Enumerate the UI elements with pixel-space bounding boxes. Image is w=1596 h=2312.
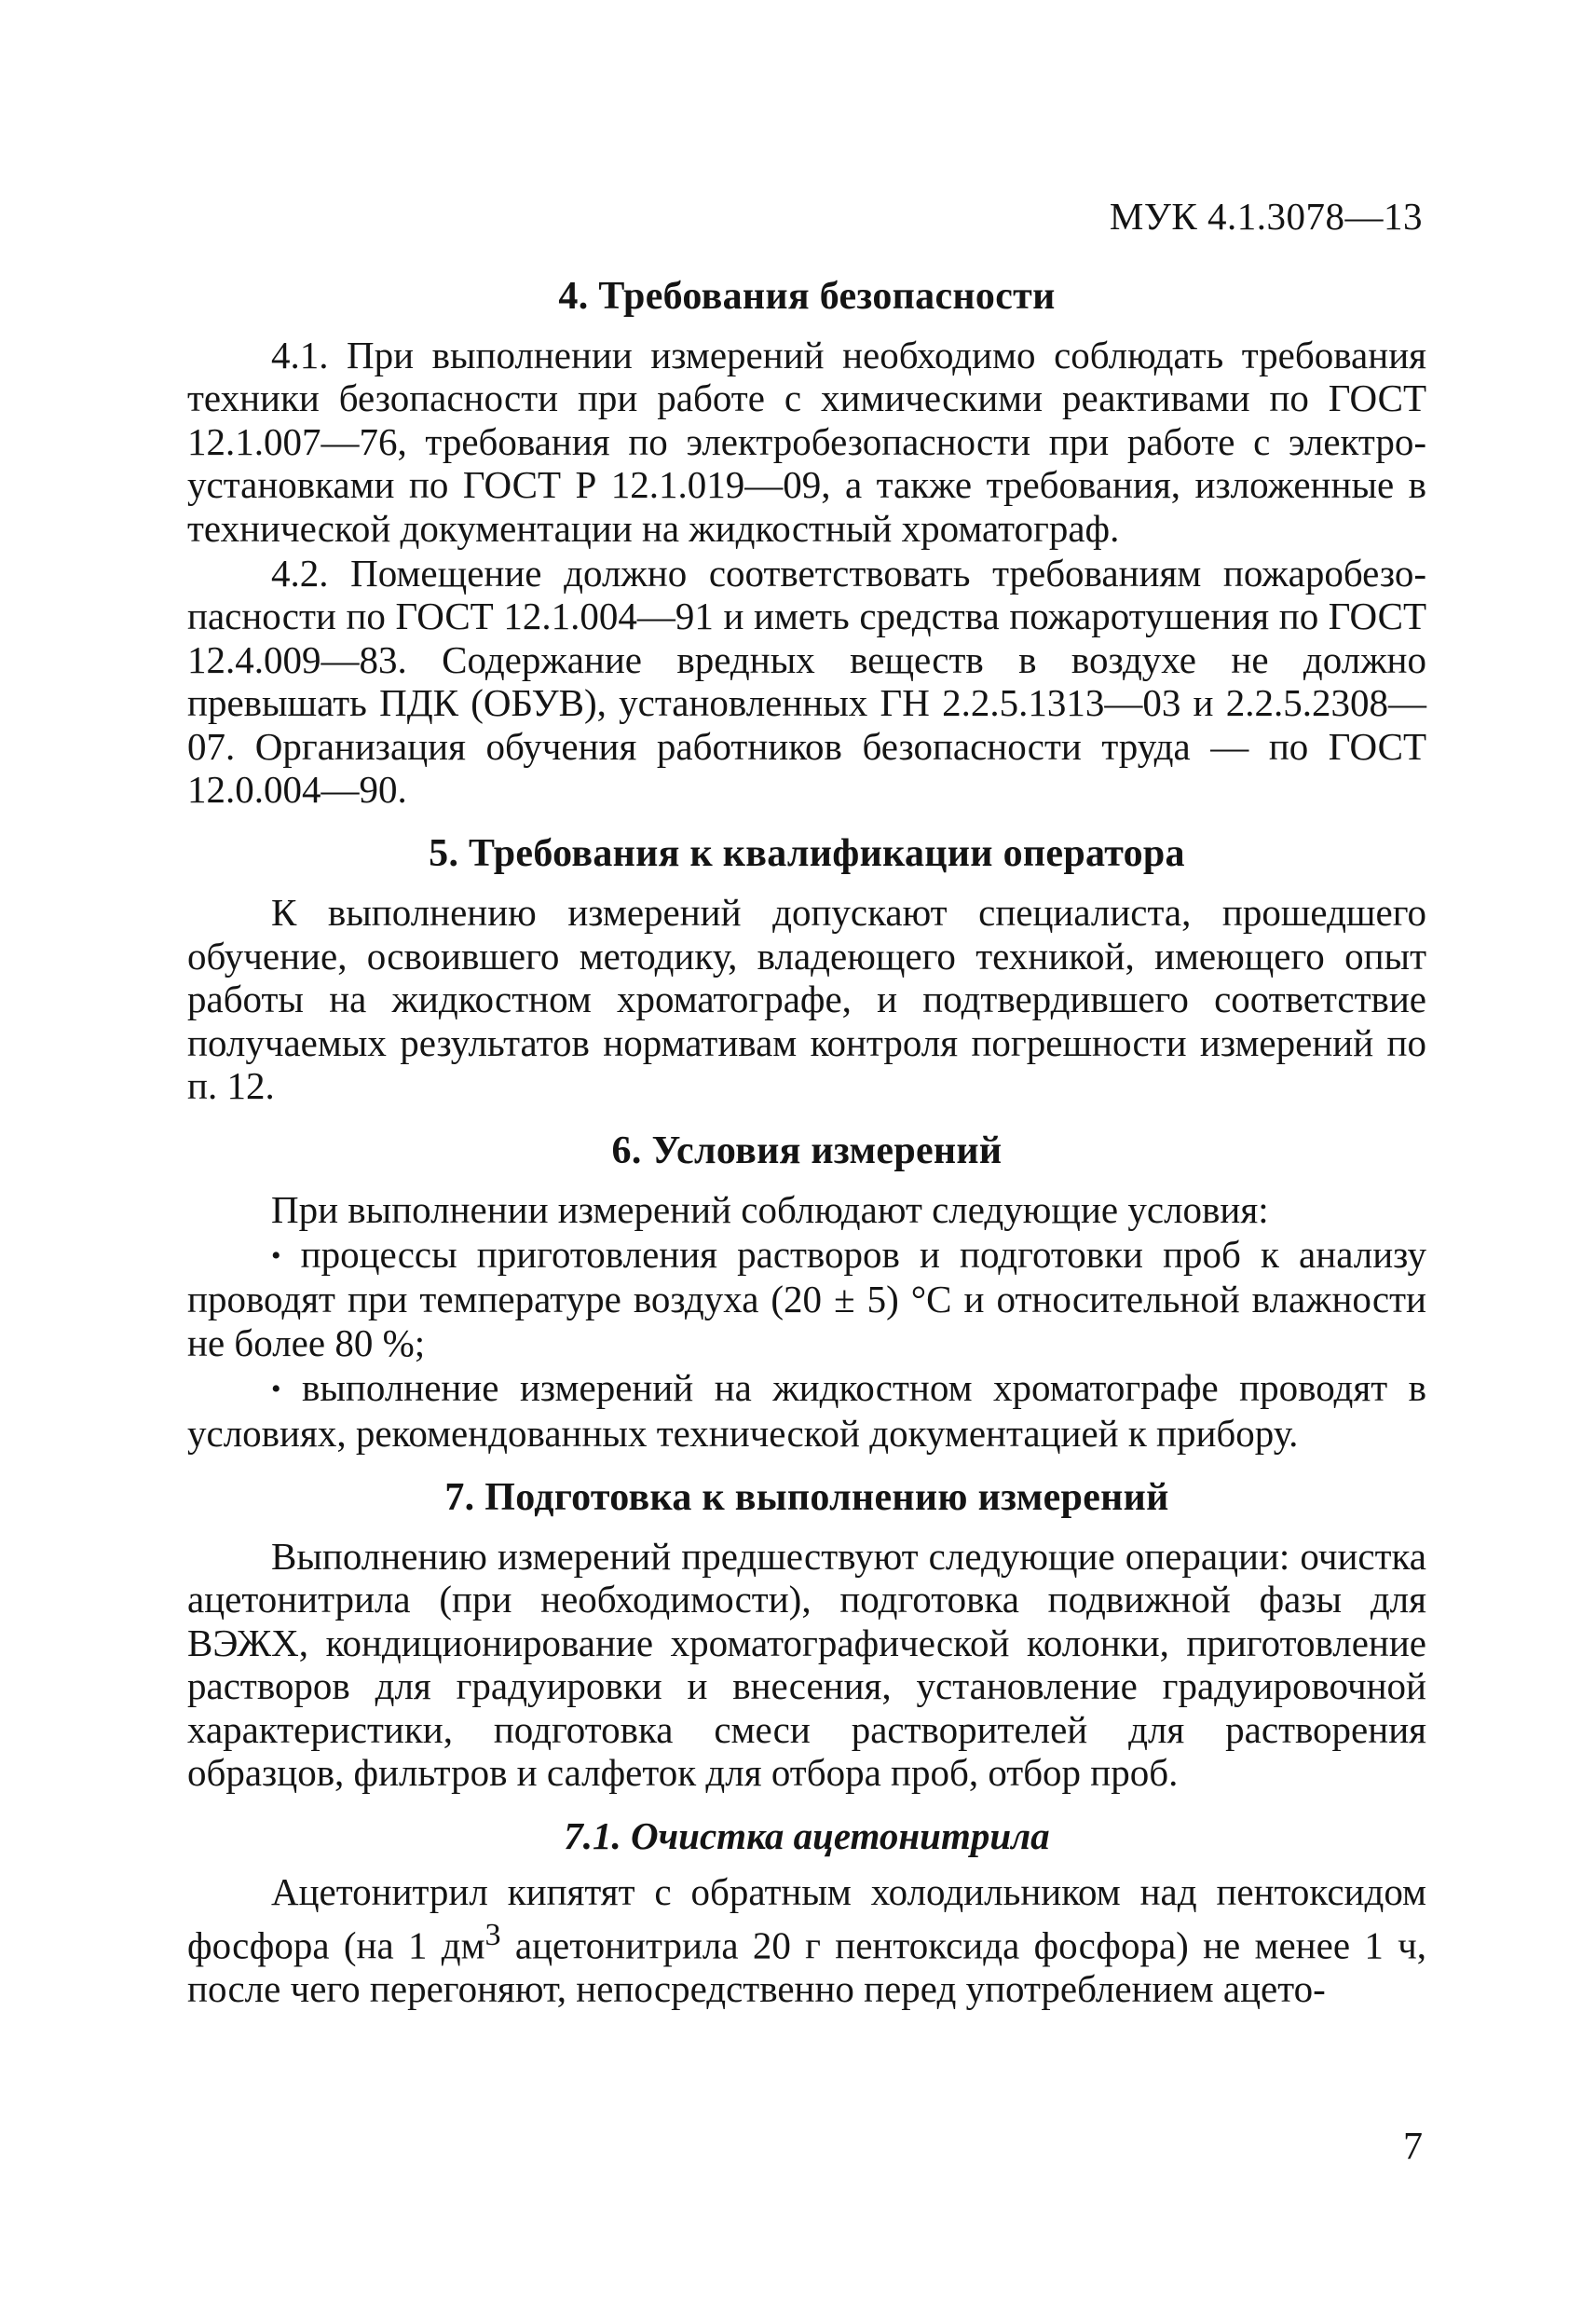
bullet-icon: • [271, 1239, 281, 1271]
bullet-2-text: выполнение измерений на жидкостном хроматографе проводят в условиях, рекомендованных технической документацией к прибору. [187, 1366, 1427, 1455]
paragraph-text-start: Ацетонитрил кипятят с обратным холодильником над пентоксидом фосфора (на 1 дм [187, 1870, 1426, 1967]
section-4-1-paragraph: 4.1. При выполнении измерений необходимо соблюдать требования техники безопасности при работе с химическими реактивами по ГОСТ 12.1.007—76, требования по электробезопасности при работе с электроустановками по ГОСТ Р 12.1.019—09, а также требования, изложенные в технической документации на жидкостный хроматограф. [187, 334, 1426, 550]
section-4-heading: 4. Требования безопасности [558, 275, 1056, 318]
section-6-bullet-1 [187, 1233, 1426, 1364]
page-number: 7 [1403, 2126, 1423, 2168]
section-4-2-paragraph: 4.2. Помещение должно соответствовать требованиям пожаробезопасности по ГОСТ 12.1.004—91 и иметь средства пожаротушения по ГОСТ 12.4.009—83. Содержание вредных веществ в воздухе не должно превышать ПДК (ОБУВ), установленных ГН 2.2.5.1313—03 и 2.2.5.2308—07. Организация обучения работников безопасности труда — по ГОСТ 12.0.004—90. [187, 552, 1426, 812]
bullet-icon: • [271, 1374, 281, 1405]
section-7-paragraph: Выполнению измерений предшествуют следующие операции: очистка ацетонитрила (при необходимости), подготовка подвижной фазы для ВЭЖХ, кондиционирование хроматографической колонки, приготовление растворов для градуировки и внесения, установление градуировочной характеристики, подготовка смеси растворителей для растворения образцов, фильтров и салфеток для отбора проб, отбор проб. [187, 1534, 1426, 1794]
page-content [187, 272, 1426, 2010]
section-6-heading: 6. Условия измерений [611, 1129, 1003, 1172]
paragraph-text-end: ацетонитрила 20 г пентоксида фосфора) не менее 1 ч, после чего перегоняют, непосредственно перед употреблением ацето- [187, 1923, 1426, 2010]
section-6-intro: При выполнении измерений соблюдают следующие условия: [271, 1187, 1269, 1231]
section-7-heading: 7. Подготовка к выполнению измерений [444, 1475, 1169, 1519]
section-5-paragraph: К выполнению измерений допускают специалиста, прошедшего обучение, освоившего методику, владеющего техникой, имеющего опыт работы на жидкостном хроматографе, и подтвердившего соответствие получаемых результатов нормативам контроля погрешности измерений по п. 12. [187, 891, 1426, 1108]
superscript-exponent: 3 [484, 1917, 501, 1952]
section-7-1-paragraph [187, 1870, 1426, 2010]
section-5-heading: 5. Требования к квалификации оператора [429, 832, 1185, 876]
section-7-1-heading: 7.1. Очистка ацетонитрила [564, 1814, 1050, 1858]
document-code: МУК 4.1.3078—13 [1109, 195, 1423, 238]
section-6-bullet-2 [187, 1366, 1426, 1455]
bullet-1-text: процессы приготовления растворов и подготовки проб к анализу проводят при температуре воздуха (20 ± 5) °С и относительной влажности не более 80 %; [187, 1232, 1426, 1364]
